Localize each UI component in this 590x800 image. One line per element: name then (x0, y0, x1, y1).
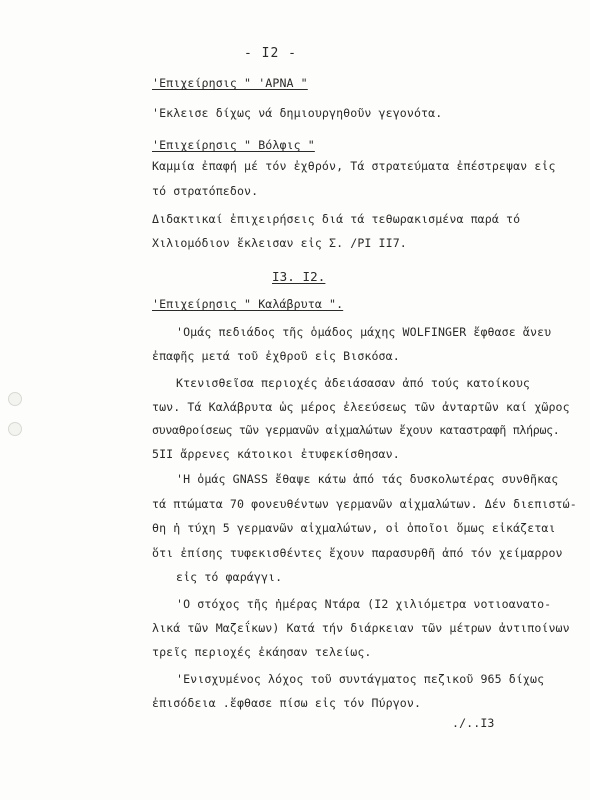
paragraph-line: 'Ενισχυμένος λόχος τοῦ συντάγματος πεζικοῦ 965 δίχως (176, 672, 545, 686)
paragraph-line: ὅτι ἐπίσης τυφεκισθέντες ἔχουν παρασυρθῆ ἀπό τόν χείμαρρον (152, 546, 563, 560)
paragraph-line: θη ἡ τύχη 5 γερμανῶν αἰχμαλώτων, οἱ ὁποῖοι ὅμως εἰκάζεται (152, 521, 556, 535)
paragraph-line: λικά τῶν Μαζεΐκων) Κατά τήν διάρκειαν τῶν μέτρων ἀντιποίνων (152, 621, 570, 635)
paragraph-line: 'Η ὁμάς GNASS ἔθαψε κάτω ἀπό τάς δυσκολωτέρας συνθῆκας (176, 472, 559, 486)
punch-hole (8, 392, 22, 406)
section-heading-arna: 'Επιχείρησις " 'ΑΡΝΑ " (152, 76, 308, 90)
paragraph-line: ἐπαφῆς μετά τοῦ ἐχθροῦ εἰς Βισκόσα. (152, 349, 400, 363)
continuation-marker: ./..I3 (452, 716, 495, 730)
paragraph-line: ἐπισόδεια .ἔφθασε πίσω εἰς τόν Πύργον. (152, 696, 422, 710)
paragraph-line: 'Ο στόχος τῆς ἡμέρας Ντάρα (I2 χιλιόμετρα νοτιοανατο- (176, 597, 552, 611)
paragraph-line: 'Εκλεισε δίχως νά δημιουργηθοῦν γεγονότα. (152, 106, 443, 120)
paragraph-line: των. Τά Καλάβρυτα ὡς μέρος ἐλεεύσεως τῶν ἀνταρτῶν καί χῶρος (152, 400, 570, 414)
page-number: - I2 - (244, 46, 297, 61)
paragraph-line: Χιλιομόδιον ἔκλεισαν εἰς Σ. /ΡΙ II7. (152, 236, 407, 250)
paragraph-line: Διδακτικαί ἐπιχειρήσεις διά τά τεθωρακισμένα παρά τό (152, 212, 521, 226)
paragraph-line: συναθροίσεως τῶν γερμανῶν αἰχμαλώτων ἔχουν καταστραφῆ πλήρως. (152, 423, 560, 437)
date-heading: I3. I2. (272, 269, 326, 284)
section-heading-volfis: 'Επιχείρησις " Βόλφις " (152, 138, 315, 152)
punch-hole (8, 422, 22, 436)
paragraph-line: Καμμία ἐπαφή μέ τόν ἐχθρόν, Τά στρατεύματα ἐπέστρεψαν εἰς (152, 159, 556, 173)
paragraph-line: 5II ἄρρενες κάτοικοι ἐτυφεκίσθησαν. (152, 447, 400, 461)
paragraph-line: τρεῖς περιοχές ἐκάησαν τελείως. (152, 645, 372, 659)
paragraph-line: τά πτώματα 70 φονευθέντων γερμανῶν αἰχμαλώτων. Δέν διεπιστώ- (152, 497, 577, 511)
paragraph-line: Κτενισθεῖσα περιοχές ἀδειάσασαν ἀπό τούς κατοίκους (176, 376, 531, 390)
paragraph-line: εἰς τό φαράγγι. (176, 570, 283, 584)
section-heading-kalavryta: 'Επιχείρησις " Καλάβρυτα ". (152, 297, 344, 311)
paragraph-line: τό στρατόπεδον. (152, 184, 259, 198)
paragraph-line: 'Ομάς πεδιάδος τῆς ὁμάδος μάχης WOLFINGER ἔφθασε ἄνευ (176, 325, 552, 339)
